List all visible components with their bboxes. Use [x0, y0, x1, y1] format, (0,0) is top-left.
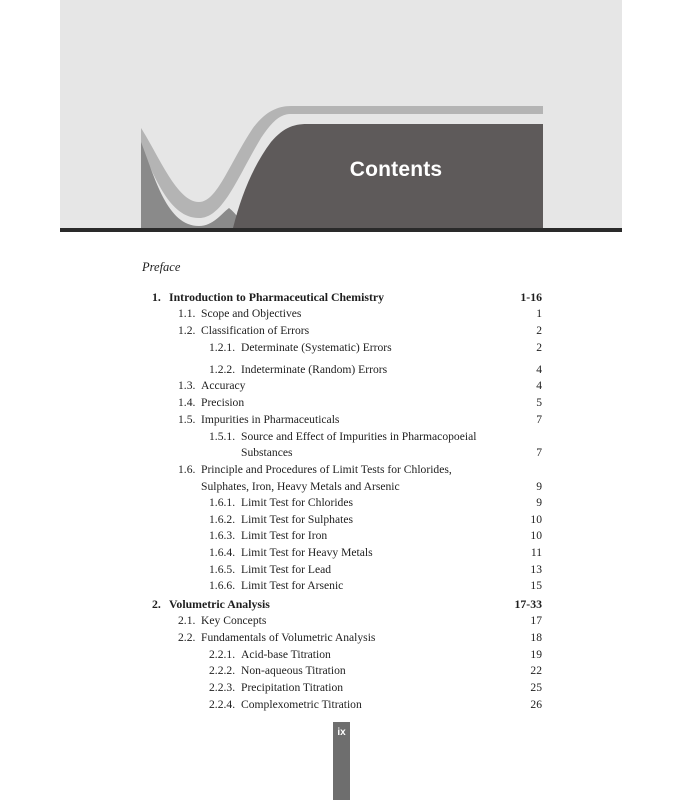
toc-entry-number: 1.	[152, 290, 161, 304]
toc-entry-title: Accuracy	[201, 379, 246, 392]
toc-entry[interactable]	[0, 528, 683, 544]
toc-entry[interactable]	[0, 306, 683, 322]
toc-entry[interactable]	[0, 545, 683, 561]
toc-entry-title: Substances	[241, 446, 293, 459]
toc-entry[interactable]	[0, 562, 683, 578]
toc-entry-title: Determinate (Systematic) Errors	[241, 341, 392, 354]
toc-entry-number: 1.6.3.	[209, 529, 236, 542]
toc-entry-title: Indeterminate (Random) Errors	[241, 363, 388, 376]
toc-entry[interactable]	[0, 479, 683, 495]
toc-entry-title: Principle and Procedures of Limit Tests for Chlorides,	[201, 463, 452, 476]
toc-entry-title: Scope and Objectives	[201, 307, 302, 320]
toc-entry-number: 2.2.2.	[209, 664, 236, 677]
toc-entry-number: 2.2.3.	[209, 681, 236, 694]
toc-entry-number: 1.4.	[178, 396, 196, 409]
toc-entry[interactable]	[0, 429, 683, 445]
toc-entry-page: 15	[530, 579, 542, 592]
toc-entry-title: Fundamentals of Volumetric Analysis	[201, 631, 376, 644]
toc-entry-title: Limit Test for Lead	[241, 563, 332, 576]
toc-entry[interactable]	[0, 613, 683, 629]
toc-entry-number: 1.2.2.	[209, 363, 236, 376]
toc-entry-page: 1	[536, 307, 542, 320]
toc-entry-page: 2	[536, 324, 542, 337]
toc-entry-title: Limit Test for Chlorides	[241, 496, 354, 509]
toc-entry-page: 18	[530, 631, 542, 644]
toc-entry-number: 2.1.	[178, 614, 196, 627]
toc-entry-title: Limit Test for Heavy Metals	[241, 546, 373, 559]
toc-entry-number: 1.5.	[178, 413, 196, 426]
toc-entry[interactable]	[0, 663, 683, 679]
toc-entry[interactable]	[0, 680, 683, 696]
toc-entry-page: 25	[530, 681, 542, 694]
toc-entry-number: 1.6.1.	[209, 496, 236, 509]
toc-entry-title: Limit Test for Iron	[241, 529, 328, 542]
toc-entry-page: 17-33	[514, 597, 542, 611]
toc-entry-number: 2.	[152, 597, 161, 611]
page-title: Contents	[349, 158, 443, 181]
toc-entry-title: Non-aqueous Titration	[241, 664, 346, 677]
toc-entry-page: 1-16	[520, 290, 542, 304]
toc-entry-title: Limit Test for Arsenic	[241, 579, 344, 592]
toc-entry-page: 13	[530, 563, 542, 576]
toc-entry-number: 1.6.2.	[209, 513, 236, 526]
toc-entry[interactable]	[0, 630, 683, 646]
toc-entry-page: 10	[530, 529, 542, 542]
toc-entry-number: 1.6.	[178, 463, 196, 476]
toc-entry-number: 1.6.6.	[209, 579, 236, 592]
preface-link[interactable]: Preface	[142, 260, 181, 274]
toc-entry-page: 26	[530, 698, 542, 711]
toc-entry-number: 2.2.4.	[209, 698, 236, 711]
toc-entry-page: 7	[536, 413, 542, 426]
toc-entry[interactable]	[0, 378, 683, 394]
toc-entry-page: 11	[530, 546, 542, 559]
toc-entry-page: 5	[536, 396, 542, 409]
toc-entry-number: 1.3.	[178, 379, 196, 392]
toc-entry-title: Precipitation Titration	[241, 681, 344, 694]
toc-chapter-entry[interactable]	[0, 596, 683, 612]
toc-entry-title: Volumetric Analysis	[169, 597, 270, 611]
page-number-tab	[333, 722, 350, 800]
toc-entry[interactable]	[0, 697, 683, 713]
toc-entry-title: Introduction to Pharmaceutical Chemistry	[169, 290, 385, 304]
toc-entry-title: Precision	[201, 396, 245, 409]
toc-entry-title: Limit Test for Sulphates	[241, 513, 354, 526]
toc-entry-title: Sulphates, Iron, Heavy Metals and Arsenic	[201, 480, 400, 493]
page-number: ix	[337, 727, 346, 738]
toc-entry[interactable]	[0, 578, 683, 594]
toc-entry-number: 2.2.1.	[209, 648, 236, 661]
toc-entry-page: 4	[536, 379, 542, 392]
toc-entry-number: 1.5.1.	[209, 430, 236, 443]
toc-entry-title: Classification of Errors	[201, 324, 310, 337]
toc-entry-page: 2	[536, 341, 542, 354]
toc-entry-number: 1.6.5.	[209, 563, 236, 576]
toc-entry-title: Source and Effect of Impurities in Pharmacopoeial	[241, 430, 477, 443]
toc-entry[interactable]	[0, 462, 683, 478]
toc-entry[interactable]	[0, 362, 683, 378]
toc-entry-page: 19	[530, 648, 542, 661]
toc-entry-page: 17	[530, 614, 542, 627]
toc-entry-number: 1.2.	[178, 324, 196, 337]
toc-entry[interactable]	[0, 445, 683, 461]
toc-entry-title: Impurities in Pharmaceuticals	[201, 413, 340, 426]
toc-entry-number: 1.2.1.	[209, 341, 236, 354]
toc-entry-title: Acid-base Titration	[241, 648, 331, 661]
toc-entry-page: 4	[536, 363, 542, 376]
toc-entry-number: 2.2.	[178, 631, 196, 644]
toc-entry-page: 9	[536, 496, 542, 509]
toc-entry[interactable]	[0, 495, 683, 511]
toc-entry[interactable]	[0, 395, 683, 411]
toc-entry-page: 9	[536, 480, 542, 493]
toc-entry[interactable]	[0, 412, 683, 428]
toc-entry-title: Complexometric Titration	[241, 698, 362, 711]
toc-entry[interactable]	[0, 647, 683, 663]
toc-entry-page: 10	[530, 513, 542, 526]
toc-chapter-entry[interactable]	[0, 289, 683, 305]
toc-entry[interactable]	[0, 512, 683, 528]
toc-entry[interactable]	[0, 340, 683, 356]
toc-entry-page: 7	[536, 446, 542, 459]
toc-entry[interactable]	[0, 323, 683, 339]
toc-entry-number: 1.1.	[178, 307, 196, 320]
toc-entry-number: 1.6.4.	[209, 546, 236, 559]
toc-entry-title: Key Concepts	[201, 614, 267, 627]
toc-entry-page: 22	[530, 664, 542, 677]
